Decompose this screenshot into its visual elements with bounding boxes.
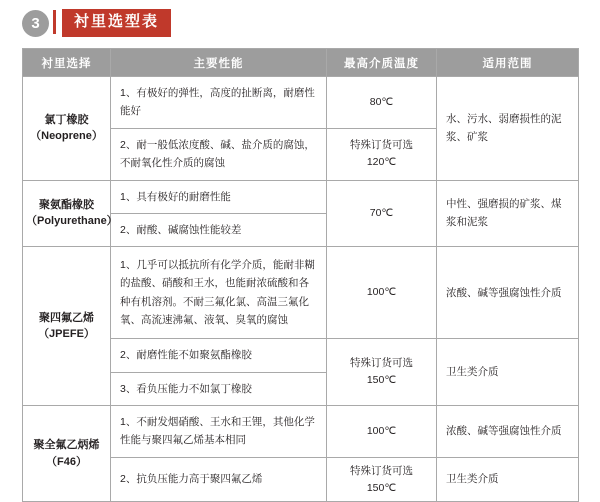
scope-cell: 浓酸、碱等强腐蚀性介质 — [437, 406, 579, 458]
temperature-cell: 70℃ — [327, 180, 437, 247]
performance-cell: 1、有极好的弹性，高度的扯断离，耐磨性能好 — [111, 77, 327, 129]
scope-cell: 浓酸、碱等强腐蚀性介质 — [437, 247, 579, 339]
temperature-line1: 特殊订货可选 — [350, 464, 413, 477]
performance-cell: 2、耐酸、碱腐蚀性能较差 — [111, 213, 327, 246]
lining-name-line2: （Neoprene） — [30, 130, 103, 143]
lining-name-line2: （Polyurethane） — [26, 215, 118, 228]
table-row — [23, 77, 579, 129]
performance-cell: 1、具有极好的耐磨性能 — [111, 180, 327, 213]
performance-cell: 3、看负压能力不如氯丁橡胶 — [111, 372, 327, 405]
performance-cell: 2、抗负压能力高于聚四氟乙烯 — [111, 457, 327, 502]
scope-cell: 卫生类介质 — [437, 457, 579, 502]
temperature-line1: 特殊订货可选 — [350, 357, 413, 370]
table-row — [23, 406, 579, 458]
temperature-cell: 100℃ — [327, 406, 437, 458]
scope-cell: 卫生类介质 — [437, 339, 579, 406]
column-header-performance: 主要性能 — [111, 49, 327, 77]
lining-name-neoprene — [23, 77, 111, 181]
page-title: 衬里选型表 — [62, 9, 171, 37]
table-row — [23, 180, 579, 213]
performance-cell: 2、耐磨性能不如聚氨酯橡胶 — [111, 339, 327, 372]
column-header-max-temperature: 最高介质温度 — [327, 49, 437, 77]
lining-name-f46 — [23, 406, 111, 502]
section-number-badge: 3 — [22, 10, 49, 37]
temperature-cell: 100℃ — [327, 247, 437, 339]
temperature-line1: 特殊订货可选 — [350, 139, 413, 152]
temperature-cell — [327, 128, 437, 180]
lining-name-line2: （F46） — [46, 455, 87, 468]
temperature-cell: 80℃ — [327, 77, 437, 129]
temperature-line2: 150℃ — [366, 374, 397, 387]
temperature-line2: 120℃ — [366, 156, 397, 169]
performance-cell: 2、耐一般低浓度酸、碱、盐介质的腐蚀，不耐氧化性介质的腐蚀 — [111, 128, 327, 180]
lining-selection-table — [22, 48, 579, 502]
temperature-cell — [327, 339, 437, 406]
scope-cell: 水、污水、弱磨损性的泥浆、矿浆 — [437, 77, 579, 181]
table-row — [23, 247, 579, 339]
temperature-cell — [327, 457, 437, 502]
performance-cell: 1、不耐发烟硝酸、王水和王锂，其他化学性能与聚四氟乙烯基本相同 — [111, 406, 327, 458]
table-header-row — [23, 49, 579, 77]
temperature-line2: 150℃ — [366, 481, 397, 494]
title-bar — [62, 9, 171, 37]
lining-name-line1: 氯丁橡胶 — [44, 113, 89, 126]
lining-name-line2: （JPEFE） — [38, 328, 95, 341]
lining-name-line1: 聚四氟乙烯 — [39, 311, 94, 324]
scope-cell: 中性、强磨损的矿浆、煤浆和泥浆 — [437, 180, 579, 247]
column-header-scope: 适用范围 — [437, 49, 579, 77]
lining-name-line1: 聚氨酯橡胶 — [39, 198, 94, 211]
column-header-lining: 衬里选择 — [23, 49, 111, 77]
lining-name-line1: 聚全氟乙炳烯 — [33, 439, 100, 452]
section-header — [22, 8, 171, 38]
lining-name-polyurethane — [23, 180, 118, 247]
performance-cell: 1、几乎可以抵抗所有化学介质，能耐非糊的盐酸、硝酸和王水，也能耐浓硫酸和各种有机溶剂。不耐三氟化氯、高温三氟化氧、高流速沸氟、液氧、臭氧的腐蚀 — [111, 247, 327, 339]
lining-name-ptfe — [23, 247, 111, 406]
